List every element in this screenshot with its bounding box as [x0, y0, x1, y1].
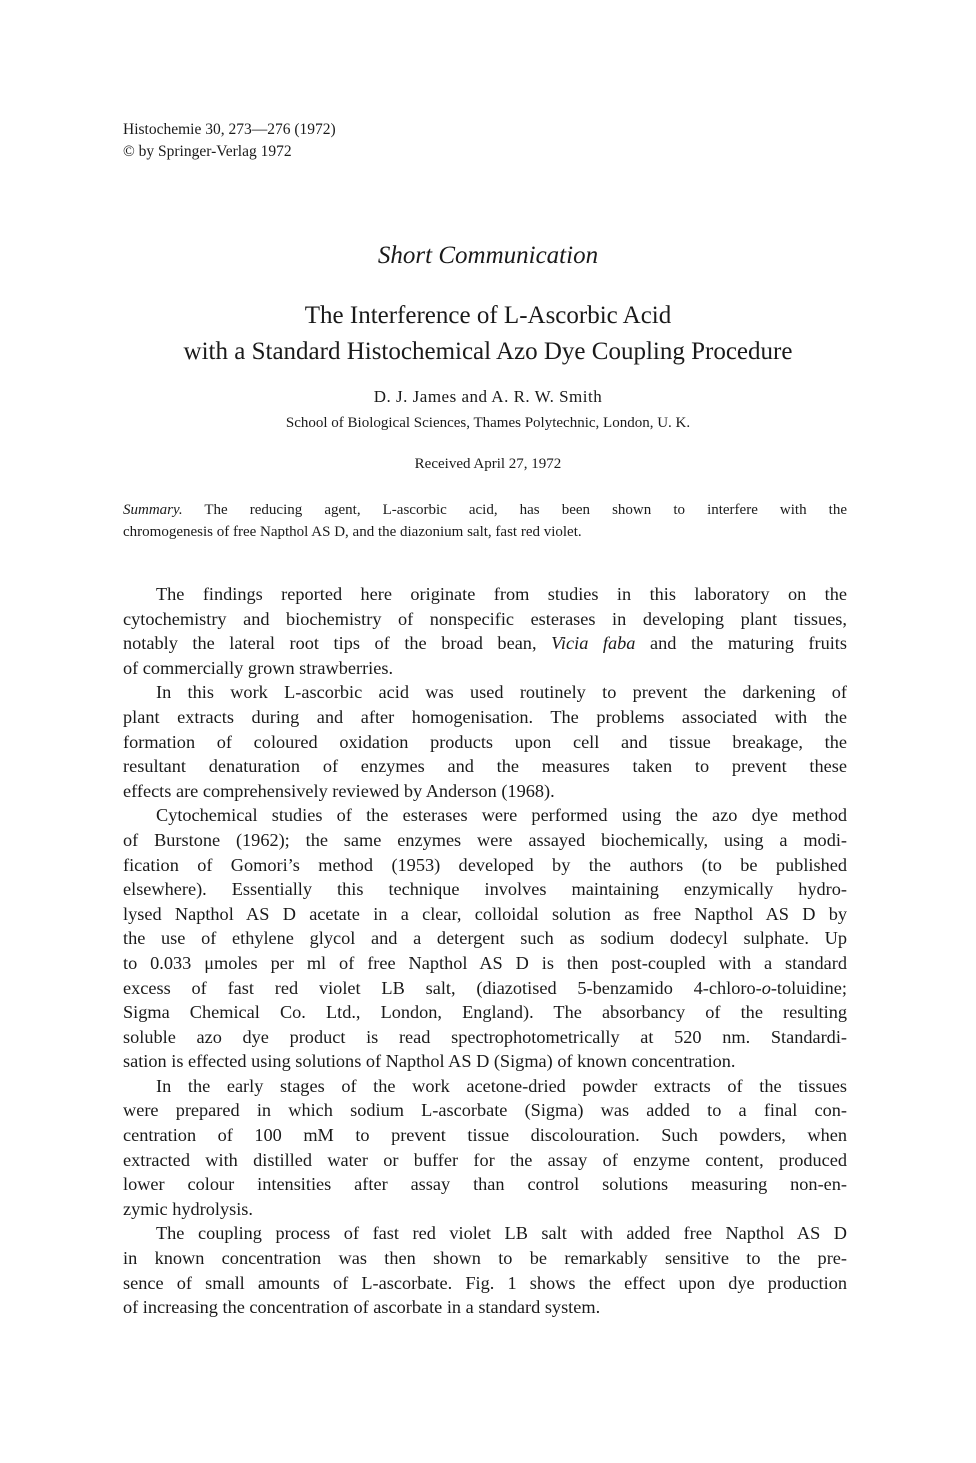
text-line: sation is effected using solutions of Napthol AS D (Sigma) of known concentration. [123, 1051, 736, 1072]
text-segment: and the maturing fruits [635, 633, 847, 654]
journal-citation: Histochemie 30, 273—276 (1972) [123, 121, 336, 138]
text-line: The coupling process of fast red violet LB salt with added free Napthol AS D [156, 1223, 847, 1244]
text-segment: excess of fast red violet LB salt, (diazotised 5-benzamido 4-chloro- [123, 977, 762, 998]
paragraph-1 [123, 582, 847, 680]
paper-title [0, 298, 976, 370]
text-line: cytochemistry and biochemistry of nonspecific esterases in developing plant tissues, [123, 608, 847, 629]
received-date: Received April 27, 1972 [414, 456, 562, 472]
text-line: resultant denaturation of enzymes and the measures taken to prevent these [123, 756, 847, 777]
authors: D. J. James and A. R. W. Smith [373, 387, 603, 406]
summary-label: Summary. [123, 502, 183, 518]
text-line: extracted with distilled water or buffer for the assay of enzyme content, produced [123, 1149, 847, 1170]
text-line: soluble azo dye product is read spectrophotometrically at 520 nm. Standardi- [123, 1026, 847, 1047]
summary-line-2: chromogenesis of free Napthol AS D, and the diazonium salt, fast red violet. [123, 524, 582, 540]
journal-header [123, 119, 336, 163]
summary-line-1 [123, 499, 847, 521]
journal-copyright: © by Springer-Verlag 1972 [123, 143, 292, 160]
text-segment: -toluidine; [770, 977, 847, 998]
text-line: elsewhere). Essentially this technique involves maintaining enzymically hydro- [123, 879, 847, 900]
text-line: In this work L-ascorbic acid was used routinely to prevent the darkening of [156, 682, 847, 703]
text-line: of increasing the concentration of ascorbate in a standard system. [123, 1297, 601, 1318]
summary [123, 499, 847, 543]
text-line: of commercially grown strawberries. [123, 657, 394, 678]
paragraph-4 [123, 1074, 847, 1222]
text-line: formation of coloured oxidation products upon cell and tissue breakage, the [123, 731, 847, 752]
text-line: were prepared in which sodium L-ascorbate (Sigma) was added to a final con- [123, 1100, 847, 1121]
text-line [123, 976, 847, 1001]
text-line: zymic hydrolysis. [123, 1198, 253, 1219]
title-line-1: The Interference of L-Ascorbic Acid [304, 302, 672, 329]
paragraph-3 [123, 803, 847, 1074]
text-line: sence of small amounts of L-ascorbate. Fig. 1 shows the effect upon dye production [123, 1272, 847, 1293]
text-line: to 0.033 μmoles per ml of free Napthol AS D is then post-coupled with a standard [123, 952, 847, 973]
text-line: lysed Napthol AS D acetate in a clear, colloidal solution as free Napthol AS D by [123, 903, 847, 924]
summary-text: The reducing agent, L-ascorbic acid, has been shown to interfere with the [182, 502, 847, 518]
text-line: Cytochemical studies of the esterases were performed using the azo dye method [156, 805, 847, 826]
text-line: lower colour intensities after assay than control solutions measuring non-en- [123, 1174, 847, 1195]
text-line: The findings reported here originate from studies in this laboratory on the [156, 584, 847, 604]
text-line [123, 631, 847, 656]
title-line-2: with a Standard Histochemical Azo Dye Coupling Procedure [183, 338, 793, 365]
text-line: centration of 100 mM to prevent tissue discolouration. Such powders, when [123, 1125, 847, 1146]
text-line: of Burstone (1962); the same enzymes were assayed biochemically, using a modi- [123, 829, 847, 850]
chemical-prefix: o [761, 977, 771, 998]
text-line: In the early stages of the work acetone-dried powder extracts of the tissues [156, 1075, 847, 1096]
text-line: effects are comprehensively reviewed by Anderson (1968). [123, 780, 555, 801]
text-line: plant extracts during and after homogenisation. The problems associated with the [123, 706, 847, 727]
text-line: fication of Gomori’s method (1953) developed by the authors (to be published [123, 854, 847, 875]
paragraph-2 [123, 680, 847, 803]
affiliation: School of Biological Sciences, Thames Polytechnic, London, U. K. [285, 415, 691, 431]
text-line: in known concentration was then shown to be remarkably sensitive to the pre- [123, 1248, 847, 1269]
species-name: Vicia faba [551, 633, 636, 654]
text-line: Sigma Chemical Co. Ltd., London, England). The absorbancy of the resulting [123, 1002, 847, 1023]
text-line: the use of ethylene glycol and a detergent such as sodium dodecyl sulphate. Up [123, 928, 847, 949]
paragraph-5 [123, 1221, 847, 1319]
section-label: Short Communication [377, 242, 599, 269]
text-segment: notably the lateral root tips of the broad bean, [123, 633, 537, 654]
body-text [123, 582, 847, 1320]
